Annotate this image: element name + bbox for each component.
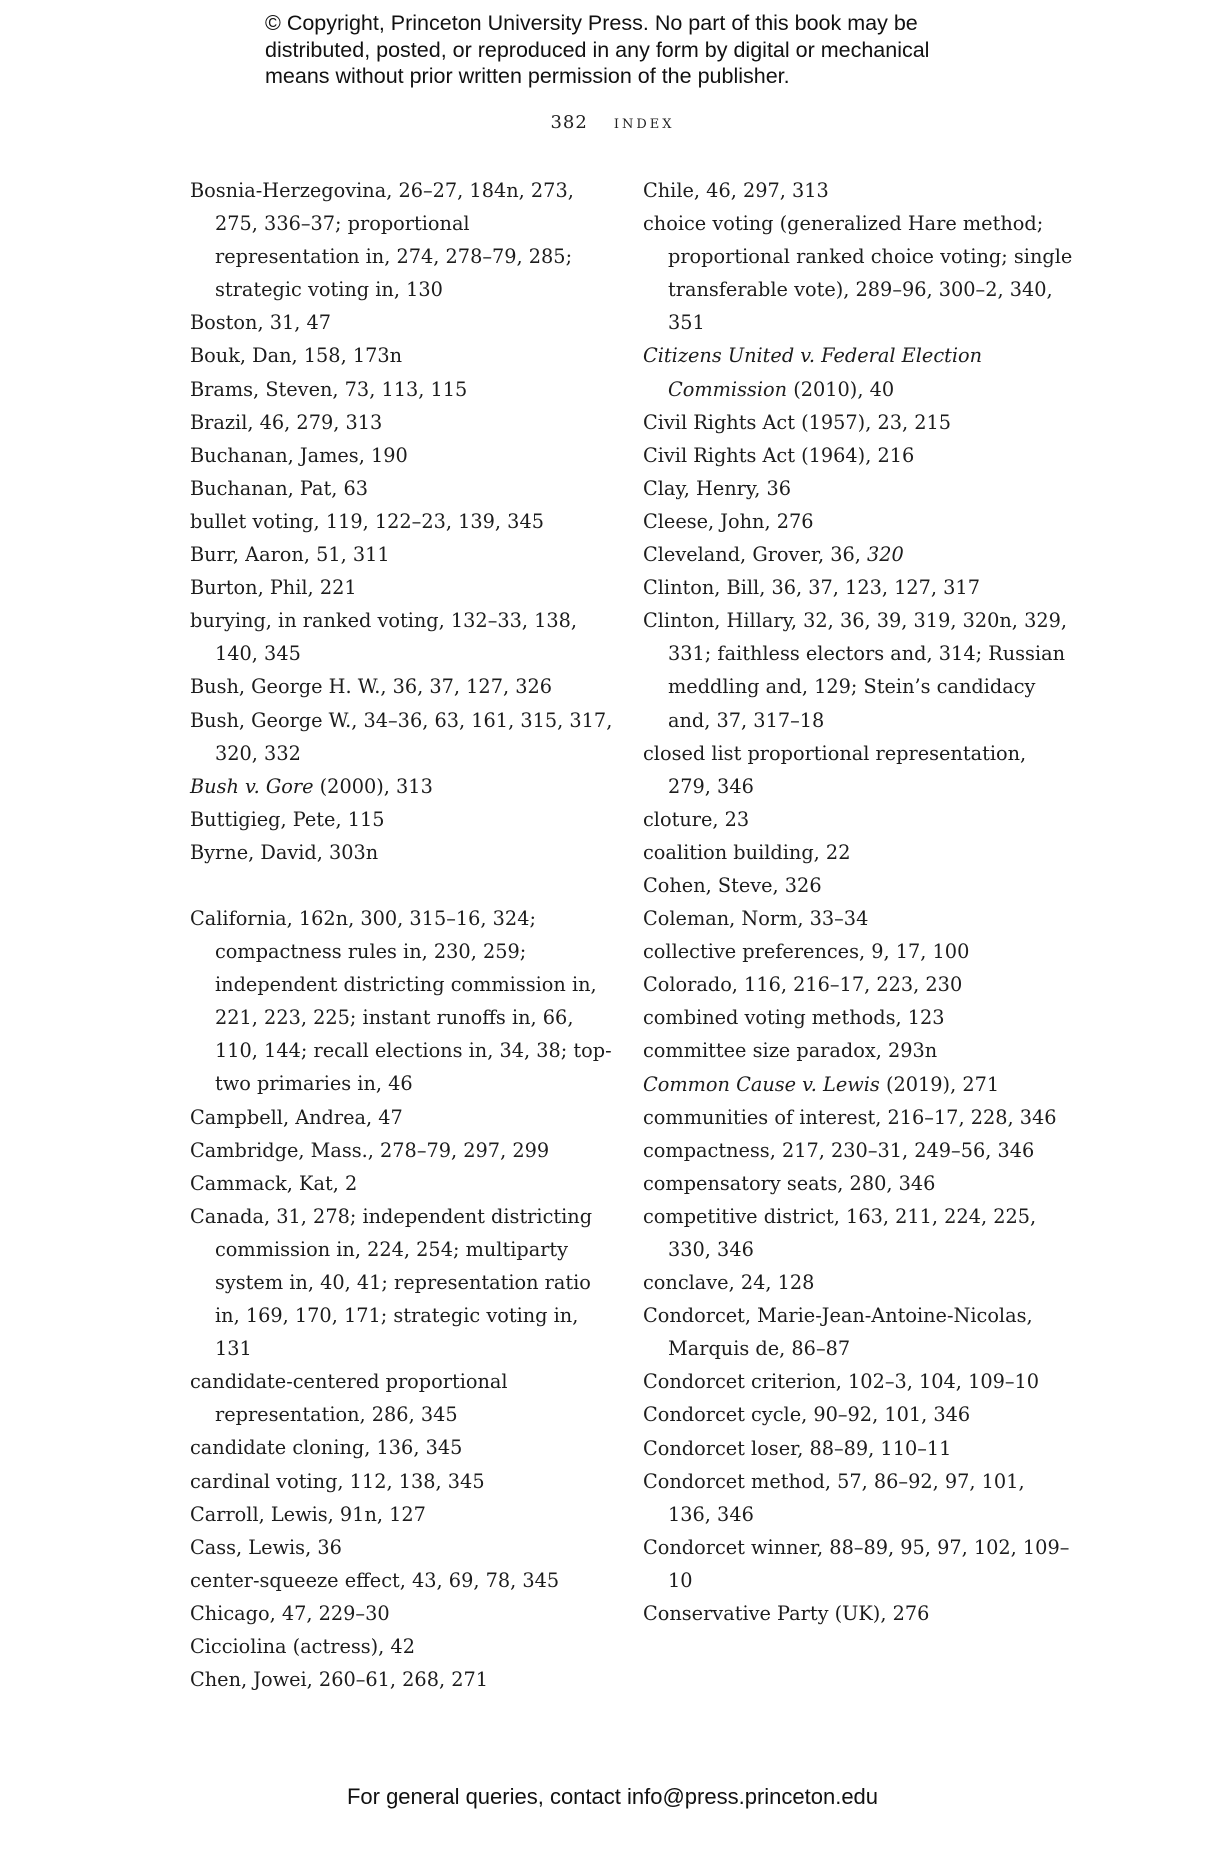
index-entry-text: Condorcet winner, 88–89, 95, 97, 102, 109–10 [643,1535,1070,1592]
index-entry-text: Buchanan, Pat, 63 [190,476,369,500]
index-entry [190,836,620,869]
index-entry [643,1167,1073,1200]
index-entry-text: coalition building, 22 [643,840,851,864]
index-entry [643,836,1073,869]
index-entry [190,704,620,770]
index-entry-text: center-squeeze effect, 43, 69, 78, 345 [190,1568,560,1592]
index-entry-text: Conservative Party (UK), 276 [643,1602,930,1626]
index-entry [190,604,620,670]
index-entry [643,1068,1073,1101]
index-entry [190,1564,620,1597]
index-entry-text: Condorcet loser, 88–89, 110–11 [643,1436,952,1460]
index-column-left [190,174,620,1696]
index-entry-text: cardinal voting, 112, 138, 345 [190,1469,485,1493]
index-entry [643,406,1073,439]
index-entry [643,869,1073,902]
index-entry [190,803,620,836]
index-entry [643,1266,1073,1299]
index-entry-text: Carroll, Lewis, 91n, 127 [190,1502,426,1526]
index-entry-text: burying, in ranked voting, 132–33, 138, 140, 345 [190,609,578,666]
index-entry [190,1531,620,1564]
index-entry-text: Condorcet criterion, 102–3, 104, 109–10 [643,1370,1040,1394]
index-entry-text: candidate cloning, 136, 345 [190,1436,463,1460]
index-entry-text: Campbell, Andrea, 47 [190,1105,403,1129]
index-entry-italic-text: Bush v. Gore [190,774,314,798]
index-column-right [643,174,1073,1630]
index-entry [190,306,620,339]
index-entry-text: Condorcet cycle, 90–92, 101, 346 [643,1403,971,1427]
index-entry [190,174,620,306]
index-entry [190,1663,620,1696]
index-entry [643,902,1073,935]
index-entry [643,1432,1073,1465]
index-entry [190,1167,620,1200]
index-entry-text: Cass, Lewis, 36 [190,1535,342,1559]
index-entry [190,339,620,372]
index-entry [643,538,1073,571]
index-entry-text: Chile, 46, 297, 313 [643,179,829,202]
index-entry [190,770,620,803]
index-entry [643,174,1073,207]
index-entry [643,803,1073,836]
index-entry [643,968,1073,1001]
index-entry [643,1134,1073,1167]
index-entry-text: Boston, 31, 47 [190,311,332,335]
index-entry-text: Cicciolina (actress), 42 [190,1635,415,1659]
index-entry-text: Clinton, Bill, 36, 37, 123, 127, 317 [643,576,980,600]
index-entry-text: Bush, George W., 34–36, 63, 161, 315, 317, 320, 332 [190,708,613,765]
index-entry [190,571,620,604]
index-entry-text: Condorcet method, 57, 86–92, 97, 101, 136, 346 [643,1469,1025,1526]
index-entry [190,1200,620,1365]
index-entry-text: committee size paradox, 293n [643,1039,938,1063]
index-entry-text: Cleese, John, 276 [643,509,814,533]
index-entry-italic-text: Citizens United v. Federal Election Commission [643,344,983,401]
index-entry-text: Chicago, 47, 229–30 [190,1601,390,1625]
index-entry [190,505,620,538]
index-entry-text: cloture, 23 [643,807,750,831]
index-entry-text: combined voting methods, 123 [643,1006,945,1030]
index-entry-text: collective preferences, 9, 17, 100 [643,940,970,964]
index-entry-text: communities of interest, 216–17, 228, 346 [643,1105,1057,1129]
index-entry-text: Byrne, David, 303n [190,840,379,864]
index-entry-text: Canada, 31, 278; independent districting commission in, 224, 254; multiparty system in, 40, 41; representation ratio in, 169, 170, 171; strategic voting in, 131 [190,1204,593,1361]
index-entry-text: choice voting (generalized Hare method; proportional ranked choice voting; single transferable vote), 289–96, 300–2, 340, 351 [643,212,1073,335]
index-entry-text: Cammack, Kat, 2 [190,1171,358,1195]
index-entry-text: Clinton, Hillary, 32, 36, 39, 319, 320n, 329, 331; faithless electors and, 314; Russian meddling and, 129; Stein’s candidacy and, 37, 317–18 [643,609,1067,732]
index-entry-text: Brazil, 46, 279, 313 [190,410,383,434]
index-entry-text: Buchanan, James, 190 [190,443,408,467]
index-entry-text: Civil Rights Act (1964), 216 [643,443,915,467]
index-entry [643,1200,1073,1266]
index-entry [643,737,1073,803]
index-entry-text: Clay, Henry, 36 [643,476,791,500]
index-entry [643,1465,1073,1531]
index-entry-text: (2000), 313 [313,774,433,798]
index-entry [643,472,1073,505]
index-entry [643,1001,1073,1034]
index-entry [190,439,620,472]
index-entry-text: (2019), 271 [879,1072,1000,1096]
index-entry [643,1531,1073,1597]
index-entry-text: Brams, Steven, 73, 113, 115 [190,377,468,401]
index-entry [190,1431,620,1464]
index-entry [190,1597,620,1630]
index-entry [643,1101,1073,1134]
index-entry-text: Cohen, Steve, 326 [643,873,822,897]
index-entry [643,935,1073,968]
index-entry-text: Bush, George H. W., 36, 37, 127, 326 [190,675,553,699]
index-entry-text: Cleveland, Grover, 36, [643,543,867,567]
index-entry [190,670,620,703]
index-entry-text: candidate-centered proportional representation, 286, 345 [190,1370,508,1427]
running-head [0,112,1225,133]
index-entry [190,1498,620,1531]
running-title: index [613,112,675,133]
index-entry-italic-text: 320 [867,543,904,567]
index-entry-text: compactness, 217, 230–31, 249–56, 346 [643,1138,1035,1162]
index-entry [643,571,1073,604]
index-entry [643,505,1073,538]
index-entry-text: Civil Rights Act (1957), 23, 215 [643,410,952,434]
index-entry [190,1134,620,1167]
index-entry-text: Burr, Aaron, 51, 311 [190,543,390,567]
index-entry [643,1034,1073,1067]
index-entry [643,439,1073,472]
index-entry [190,1630,620,1663]
index-entry [190,538,620,571]
index-entry-italic-text: Common Cause v. Lewis [643,1072,880,1096]
index-entry [643,1299,1073,1365]
index-entry [190,472,620,505]
index-entry [643,1597,1073,1630]
contact-footer: For general queries, contact info@press.princeton.edu [346,1784,879,1809]
index-entry-text: compensatory seats, 280, 346 [643,1171,936,1195]
index-entry [190,1465,620,1498]
index-entry [643,1365,1073,1398]
index-entry-text: Colorado, 116, 216–17, 223, 230 [643,973,963,997]
index-entry-text: competitive district, 163, 211, 224, 225, 330, 346 [643,1204,1037,1261]
index-entry-text: Bouk, Dan, 158, 173n [190,344,403,368]
index-entry-text: conclave, 24, 128 [643,1271,815,1295]
index-entry-text: Chen, Jowei, 260–61, 268, 271 [190,1668,489,1692]
copyright-notice: © Copyright, Princeton University Press. No part of this book may be distributed, posted, or reproduced in any form by digital or mechanical means without prior written permission of the publisher. [265,11,930,88]
index-entry [190,902,620,1101]
index-entry-text: Coleman, Norm, 33–34 [643,907,869,931]
index-entry [190,373,620,406]
index-entry [190,1101,620,1134]
index-entry-text: closed list proportional representation, 279, 346 [643,741,1027,798]
index-entry-text: (2010), 40 [787,377,895,401]
index-entry-text: Burton, Phil, 221 [190,576,357,600]
index-entry [643,207,1073,339]
index-entry-text: Cambridge, Mass., 278–79, 297, 299 [190,1138,550,1162]
index-entry [643,339,1073,405]
page-number: 382 [550,112,588,133]
index-entry-text: California, 162n, 300, 315–16, 324; compactness rules in, 230, 259; independent districting commission in, 221, 223, 225; instant runoffs in, 66, 110, 144; recall elections in, 34, 38; top-two primaries in, 46 [190,906,612,1096]
index-entry-text: bullet voting, 119, 122–23, 139, 345 [190,509,544,533]
index-entry [190,406,620,439]
index-entry-text: Bosnia-Herzegovina, 26–27, 184n, 273, 275, 336–37; proportional representation in, 274, 278–79, 285; strategic voting in, 130 [190,179,574,302]
index-entry [643,604,1073,736]
index-entry-text: Condorcet, Marie-Jean-Antoine-Nicolas, Marquis de, 86–87 [643,1304,1033,1361]
index-entry-text: Buttigieg, Pete, 115 [190,807,385,831]
index-entry [643,1398,1073,1431]
index-entry [190,1365,620,1431]
